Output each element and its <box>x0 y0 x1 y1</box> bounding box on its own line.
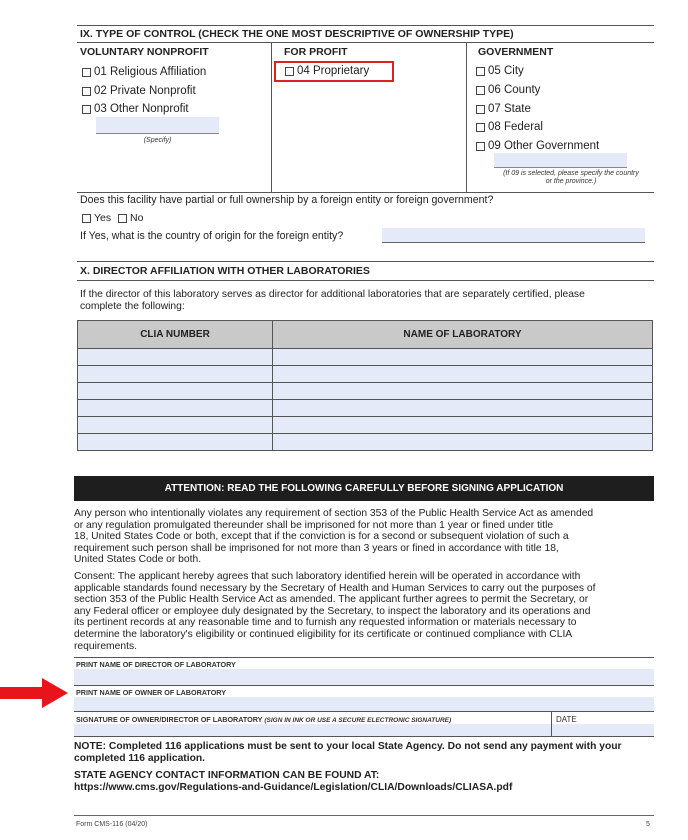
option-09-other-government[interactable]: 09 Other Government <box>476 140 599 152</box>
table-row <box>78 349 653 366</box>
column-header-lab-name: NAME OF LABORATORY <box>273 321 653 349</box>
foreign-no-option[interactable]: No <box>118 212 143 224</box>
contact-url-link[interactable]: https://www.cms.gov/Regulations-and-Guidance/Legislation/CLIA/Downloads/CLIASA.pdf <box>74 782 513 793</box>
checkbox[interactable] <box>476 86 485 95</box>
table-row <box>78 400 653 417</box>
option-04-proprietary[interactable]: 04 Proprietary <box>285 65 369 77</box>
table-row <box>78 417 653 434</box>
rule <box>74 815 654 816</box>
director-name-label: PRINT NAME OF DIRECTOR OF LABORATORY <box>76 660 236 669</box>
lab-name-cell[interactable] <box>273 417 653 434</box>
clia-number-cell[interactable] <box>78 417 273 434</box>
date-input[interactable] <box>552 724 654 736</box>
clia-number-cell[interactable] <box>78 366 273 383</box>
column-divider <box>271 42 272 192</box>
checkbox[interactable] <box>118 214 127 223</box>
clia-number-cell[interactable] <box>78 383 273 400</box>
owner-name-label: PRINT NAME OF OWNER OF LABORATORY <box>76 688 226 697</box>
option-02-private-nonprofit[interactable]: 02 Private Nonprofit <box>82 85 196 97</box>
page-number: 5 <box>646 821 650 828</box>
rule <box>77 192 654 193</box>
table-row <box>78 434 653 451</box>
foreign-yes-option[interactable]: Yes <box>82 212 111 224</box>
option-08-federal[interactable]: 08 Federal <box>476 121 543 133</box>
rule <box>74 657 654 658</box>
option-09-note: (If 09 is selected, please specify the country or the province.) <box>503 170 639 185</box>
checkbox[interactable] <box>82 214 91 223</box>
lab-name-cell[interactable] <box>273 383 653 400</box>
signature-label: SIGNATURE OF OWNER/DIRECTOR OF LABORATORY (SIGN IN INK OR USE A SECURE ELECTRONIC SIGNATURE) <box>76 715 452 724</box>
clia-number-cell[interactable] <box>78 434 273 451</box>
rule <box>74 685 654 686</box>
rule <box>74 736 654 737</box>
government-header: GOVERNMENT <box>478 46 554 58</box>
penalty-paragraph: Any person who intentionally violates any requirement of section 353 of the Public Health Service Act as amended or any regulation promulgated thereunder shall be imprisoned for not more than 1 year or fined under title 18, United States Code or both, except that if the conviction is for a second or subsequent violation of such a requirement such person shall be imprisoned for not more than 3 years or fined in accordance with title 18, United States Code or both. <box>74 508 594 566</box>
checkbox[interactable] <box>476 67 485 76</box>
form-id: Form CMS-116 (04/20) <box>76 821 148 828</box>
clia-number-cell[interactable] <box>78 400 273 417</box>
consent-paragraph: Consent: The applicant hereby agrees that such laboratory identified herein will be operated in accordance with applicable standards found necessary by the Secretary of Health and Human Services to carry out the purposes of section 353 of the Public Health Service Act as amended. The applicant further agrees to permit the Secretary, or any Federal officer or employee duly designated by the Secretary, to inspect the laboratory and its operations and its pertinent records at any reasonable time and to furnish any requested information or materials necessary to determine the laboratory's eligibility or continued eligibility for its certificate or continued compliance with CLIA requirements. <box>74 571 596 652</box>
checkbox[interactable] <box>82 87 91 96</box>
for-profit-header: FOR PROFIT <box>284 46 348 58</box>
lab-name-cell[interactable] <box>273 434 653 451</box>
clia-number-cell[interactable] <box>78 349 273 366</box>
checkbox[interactable] <box>285 67 294 76</box>
section9-title: IX. TYPE OF CONTROL (CHECK THE ONE MOST DESCRIPTIVE OF OWNERSHIP TYPE) <box>80 28 514 40</box>
lab-name-cell[interactable] <box>273 349 653 366</box>
director-affiliation-table <box>77 320 653 451</box>
signature-input[interactable] <box>74 724 551 736</box>
section10-title: X. DIRECTOR AFFILIATION WITH OTHER LABORATORIES <box>80 265 370 277</box>
submission-note: NOTE: Completed 116 applications must be sent to your local State Agency. Do not send any payment with your completed 116 application. <box>74 741 622 764</box>
checkbox[interactable] <box>476 142 485 151</box>
lab-name-cell[interactable] <box>273 400 653 417</box>
table-row <box>78 366 653 383</box>
checkbox[interactable] <box>476 123 485 132</box>
specify-caption: (Specify) <box>143 137 172 144</box>
arrow-right-icon <box>0 678 68 708</box>
section10-intro: If the director of this laboratory serves as director for additional laboratories that are separately certified, please complete the following: <box>80 289 585 312</box>
option-01-religious[interactable]: 01 Religious Affiliation <box>82 66 206 78</box>
specify-input[interactable] <box>96 117 219 134</box>
option-06-county[interactable]: 06 County <box>476 84 540 96</box>
checkbox[interactable] <box>82 68 91 77</box>
table-row <box>78 383 653 400</box>
attention-banner: ATTENTION: READ THE FOLLOWING CAREFULLY BEFORE SIGNING APPLICATION <box>74 476 654 501</box>
rule <box>77 42 654 43</box>
option-05-city[interactable]: 05 City <box>476 65 524 77</box>
option-03-other-nonprofit[interactable]: 03 Other Nonprofit <box>82 103 189 115</box>
other-government-input[interactable] <box>494 153 627 168</box>
top-rule <box>77 25 654 26</box>
checkbox[interactable] <box>82 105 91 114</box>
director-name-input[interactable] <box>74 669 654 685</box>
column-divider <box>466 42 467 192</box>
foreign-ownership-question: Does this facility have partial or full ownership by a foreign entity or foreign government? <box>80 194 494 206</box>
lab-name-cell[interactable] <box>273 366 653 383</box>
owner-name-input[interactable] <box>74 697 654 711</box>
option-07-state[interactable]: 07 State <box>476 103 531 115</box>
voluntary-nonprofit-header: VOLUNTARY NONPROFIT <box>80 46 209 58</box>
rule <box>77 261 654 262</box>
column-header-clia: CLIA NUMBER <box>78 321 273 349</box>
rule <box>74 711 654 712</box>
checkbox[interactable] <box>476 105 485 114</box>
date-label: DATE <box>556 715 577 724</box>
contact-heading: STATE AGENCY CONTACT INFORMATION CAN BE FOUND AT: <box>74 770 380 781</box>
rule <box>77 280 654 281</box>
country-input[interactable] <box>382 228 645 243</box>
country-question: If Yes, what is the country of origin for the foreign entity? <box>80 230 344 242</box>
